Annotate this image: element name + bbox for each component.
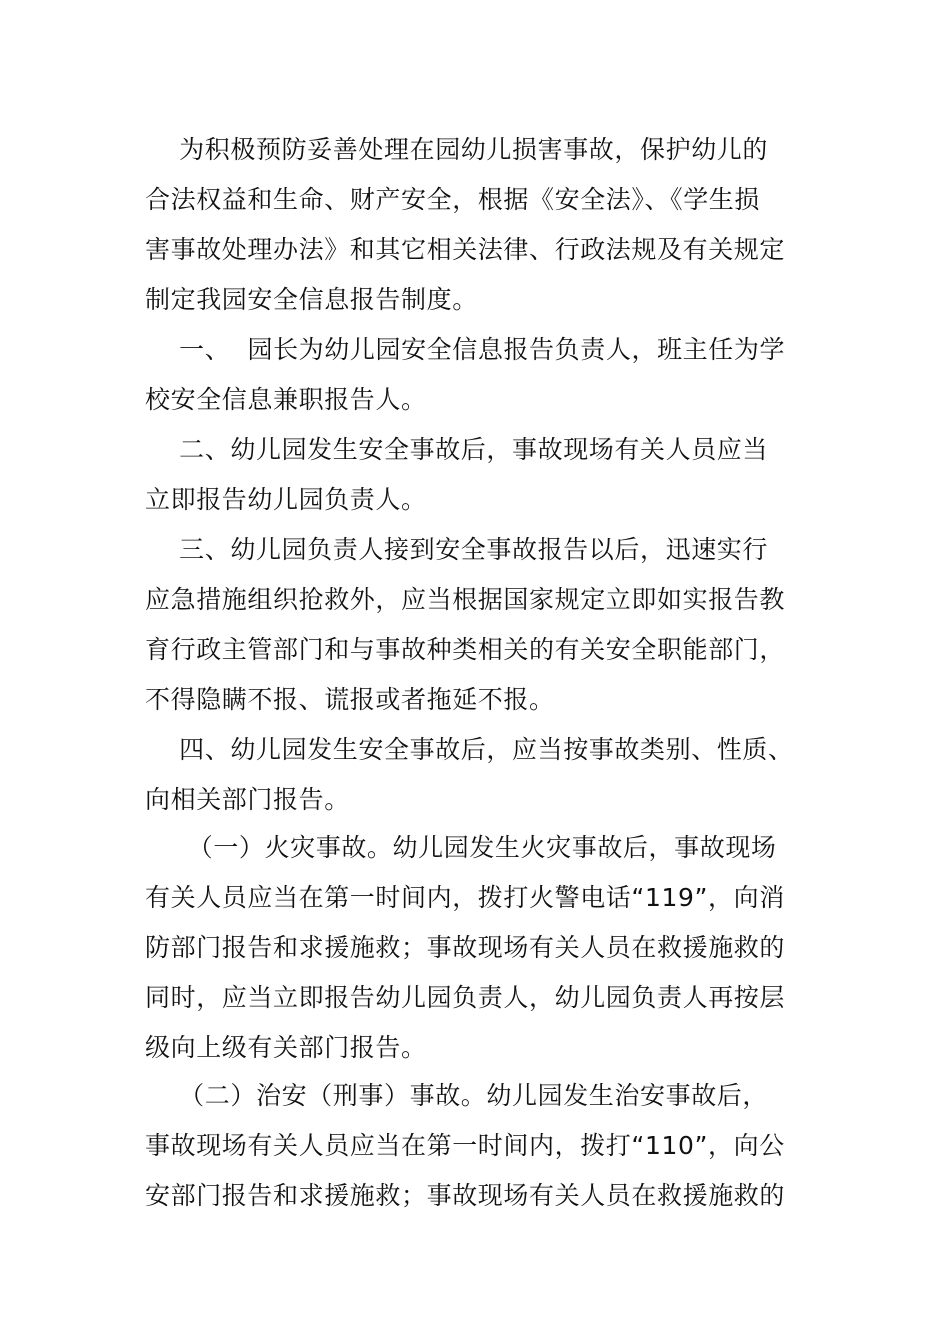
text-line: 二、幼儿园发生安全事故后，事故现场有关人员应当 bbox=[145, 435, 768, 464]
text-line: 级向上级有关部门报告。 bbox=[145, 1033, 427, 1062]
text-line: 安部门报告和求援施救；事故现场有关人员在救援施救的 bbox=[145, 1181, 786, 1210]
text-line: 同时，应当立即报告幼儿园负责人，幼儿园负责人再按层 bbox=[145, 983, 786, 1012]
text-line: 育行政主管部门和与事故种类相关的有关安全职能部门， bbox=[145, 635, 786, 664]
text-line: 三、幼儿园负责人接到安全事故报告以后，迅速实行 bbox=[145, 535, 768, 564]
text-line: （一）火灾事故。幼儿园发生火灾事故后，事故现场 bbox=[145, 833, 777, 862]
text-line: 向相关部门报告。 bbox=[145, 785, 350, 814]
text-line: （二）治安（刑事）事故。幼儿园发生治安事故后， bbox=[145, 1081, 768, 1110]
text-line: 事故现场有关人员应当在第一时间内，拨打“110”，向公 bbox=[145, 1131, 785, 1160]
text-line: 有关人员应当在第一时间内，拨打火警电话“119”，向消 bbox=[145, 883, 785, 912]
text-line: 一、 园长为幼儿园安全信息报告负责人，班主任为学 bbox=[145, 335, 786, 364]
text-line: 应急措施组织抢救外，应当根据国家规定立即如实报告教 bbox=[145, 585, 786, 614]
text-line: 合法权益和生命、财产安全，根据《安全法》、《学生损 bbox=[145, 185, 761, 214]
text-line: 四、幼儿园发生安全事故后，应当按事故类别、性质、 bbox=[145, 735, 794, 764]
text-line: 不得隐瞒不报、谎报或者拖延不报。 bbox=[145, 685, 555, 714]
text-line: 制定我园安全信息报告制度。 bbox=[145, 285, 478, 314]
text-line: 防部门报告和求援施救；事故现场有关人员在救援施救的 bbox=[145, 933, 786, 962]
text-line: 校安全信息兼职报告人。 bbox=[145, 385, 427, 414]
text-line: 害事故处理办法》和其它相关法律、行政法规及有关规定 bbox=[145, 235, 786, 264]
text-line: 立即报告幼儿园负责人。 bbox=[145, 485, 427, 514]
text-line: 为积极预防妥善处理在园幼儿损害事故，保护幼儿的 bbox=[145, 135, 768, 164]
